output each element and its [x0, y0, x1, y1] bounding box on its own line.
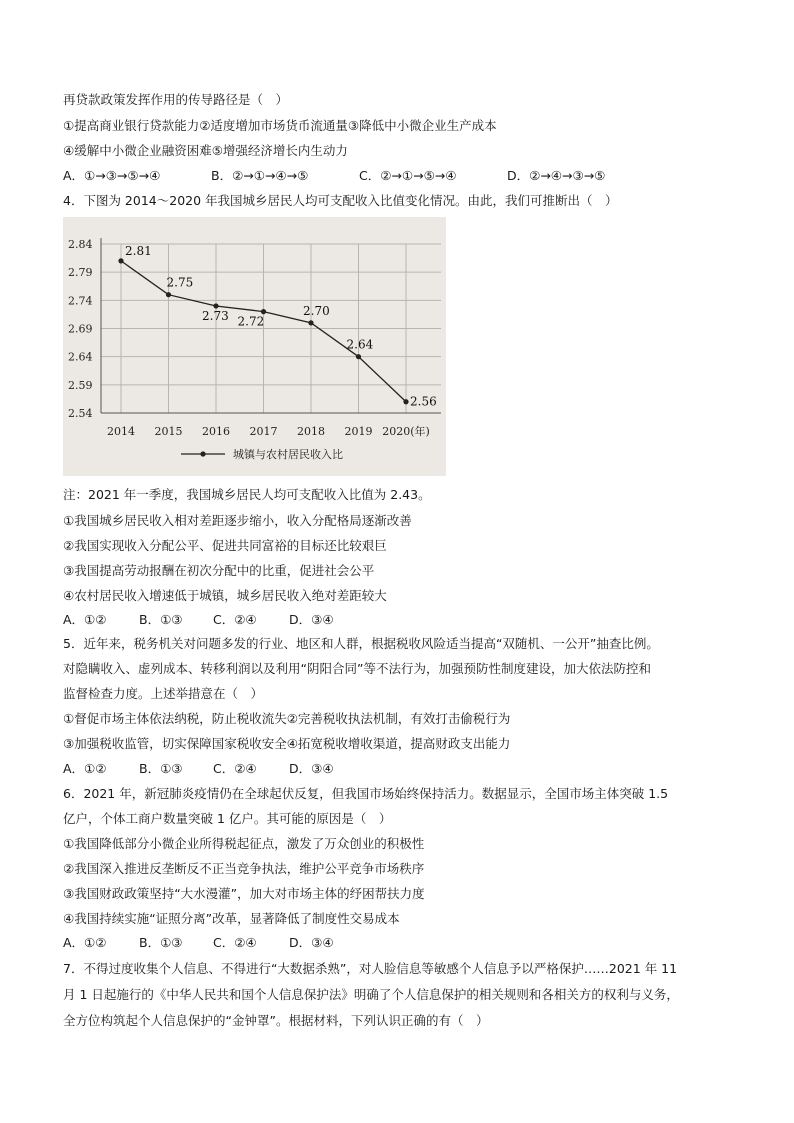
- q4-stem: 4．下图为 2014～2020 年我国城乡居民人均可支配收入比值变化情况。由此，我们可推断出（ ）: [63, 193, 618, 208]
- x-tick-label: 2020(年): [382, 425, 430, 438]
- q6-option-a[interactable]: A．①②: [63, 935, 107, 950]
- q3-option-b[interactable]: B．②→①→④→⑤: [211, 168, 309, 183]
- q7-stem-line: 全方位构筑起个人信息保护的“金钟罩”。根据材料，下列认识正确的有（ ）: [63, 1013, 489, 1028]
- data-label: 2.56: [410, 394, 437, 409]
- q5-item-line: ①督促市场主体依法纳税，防止税收流失②完善税收执法机制，有效打击偷税行为: [63, 711, 511, 726]
- q3-item-line: ①提高商业银行贷款能力②适度增加市场货币流通量③降低中小微企业生产成本: [63, 118, 497, 133]
- data-label: 2.81: [125, 243, 152, 258]
- q5-option-d[interactable]: D．③④: [289, 761, 334, 776]
- data-point: [261, 309, 266, 314]
- q3-option-c[interactable]: C．②→①→⑤→④: [359, 168, 457, 183]
- y-tick-label: 2.79: [68, 266, 93, 280]
- legend-label: 城镇与农村居民收入比: [233, 448, 343, 461]
- q6-item: ①我国降低部分小微企业所得税起征点，激发了万众创业的积极性: [63, 836, 425, 851]
- data-point: [308, 320, 313, 325]
- x-tick-label: 2017: [249, 425, 278, 438]
- q3-stem: 再贷款政策发挥作用的传导路径是（ ）: [63, 92, 289, 107]
- q3-item-line: ④缓解中小微企业融资困难⑤增强经济增长内生动力: [63, 143, 348, 158]
- data-label: 2.64: [346, 337, 374, 352]
- y-tick-label: 2.74: [68, 294, 93, 308]
- q6-stem-line: 6．2021 年，新冠肺炎疫情仍在全球起伏反复，但我国市场始终保持活力。数据显示，全国市场主体突破 1.5: [63, 786, 669, 801]
- data-point: [213, 303, 218, 308]
- q4-item: ③我国提高劳动报酬在初次分配中的比重，促进社会公平: [63, 563, 375, 578]
- data-point: [118, 258, 123, 263]
- x-tick-label: 2016: [202, 425, 230, 438]
- y-tick-label: 2.84: [68, 238, 93, 251]
- q4-item: ①我国城乡居民收入相对差距逐步缩小，收入分配格局逐渐改善: [63, 513, 412, 528]
- x-tick-label: 2018: [297, 425, 325, 438]
- q5-options: [63, 761, 334, 777]
- q6-item: ④我国持续实施“证照分离”改革，显著降低了制度性交易成本: [63, 911, 400, 926]
- q5-stem-line: 5．近年来，税务机关对问题多发的行业、地区和人群，根据税收风险适当提高“双随机、一公开”抽查比例。: [63, 636, 659, 651]
- q5-stem-line: 监督检查力度。上述举措意在（ ）: [63, 686, 264, 701]
- data-label: 2.72: [237, 314, 265, 329]
- q4-option-d[interactable]: D．③④: [289, 612, 334, 627]
- q5-stem-line: 对隐瞒收入、虚列成本、转移利润以及利用“阴阳合同”等不法行为，加强预防性制度建设，加大依法防控和: [63, 661, 651, 676]
- data-label: 2.75: [166, 275, 194, 290]
- q4-note: 注：2021 年一季度，我国城乡居民人均可支配收入比值为 2.43。: [63, 487, 431, 502]
- data-point: [403, 399, 408, 404]
- data-label: 2.70: [303, 303, 330, 318]
- q4-item: ②我国实现收入分配公平、促进共同富裕的目标还比较艰巨: [63, 538, 387, 553]
- income-ratio-chart: [63, 217, 446, 476]
- q7-stem-line: 月 1 日起施行的《中华人民共和国个人信息保护法》明确了个人信息保护的相关规则和各相关方的权利与义务，: [63, 987, 679, 1002]
- q3-options: [63, 168, 605, 184]
- q5-option-a[interactable]: A．①②: [63, 761, 107, 776]
- q6-stem-line: 亿户，个体工商户数量突破 1 亿户。其可能的原因是（ ）: [63, 811, 392, 826]
- x-tick-label: 2014: [107, 425, 135, 438]
- q6-options: [63, 935, 334, 951]
- legend-marker: [200, 451, 205, 456]
- q5-option-b[interactable]: B．①③: [139, 761, 183, 776]
- q4-option-b[interactable]: B．①③: [139, 612, 183, 627]
- chart-svg: [63, 217, 446, 476]
- y-tick-label: 2.64: [68, 350, 93, 364]
- x-tick-label: 2015: [154, 425, 183, 438]
- q6-item: ②我国深入推进反垄断反不正当竞争执法，维护公平竞争市场秩序: [63, 861, 425, 876]
- y-tick-label: 2.69: [68, 322, 93, 336]
- data-label: 2.73: [202, 308, 229, 323]
- q6-item: ③我国财政政策坚持“大水漫灌”，加大对市场主体的纾困帮扶力度: [63, 886, 425, 901]
- q6-option-c[interactable]: C．②④: [213, 935, 257, 950]
- x-tick-label: 2019: [344, 425, 373, 438]
- q4-option-a[interactable]: A．①②: [63, 612, 107, 627]
- y-tick-label: 2.54: [68, 407, 93, 420]
- y-tick-label: 2.59: [68, 378, 93, 392]
- q5-option-c[interactable]: C．②④: [213, 761, 257, 776]
- data-point: [166, 292, 171, 297]
- q4-item: ④农村居民收入增速低于城镇，城乡居民收入绝对差距较大: [63, 588, 387, 603]
- data-point: [356, 354, 361, 359]
- q7-stem-line: 7．不得过度收集个人信息、不得进行“大数据杀熟”，对人脸信息等敏感个人信息予以严格保护……2021 年 11: [63, 961, 678, 976]
- q6-option-d[interactable]: D．③④: [289, 935, 334, 950]
- q4-option-c[interactable]: C．②④: [213, 612, 257, 627]
- q3-option-d[interactable]: D．②→④→③→⑤: [507, 168, 606, 183]
- q3-option-a[interactable]: A．①→③→⑤→④: [63, 168, 161, 183]
- q4-options: [63, 612, 334, 628]
- q6-option-b[interactable]: B．①③: [139, 935, 183, 950]
- q5-item-line: ③加强税收监管，切实保障国家税收安全④拓宽税收增收渠道，提高财政支出能力: [63, 736, 511, 751]
